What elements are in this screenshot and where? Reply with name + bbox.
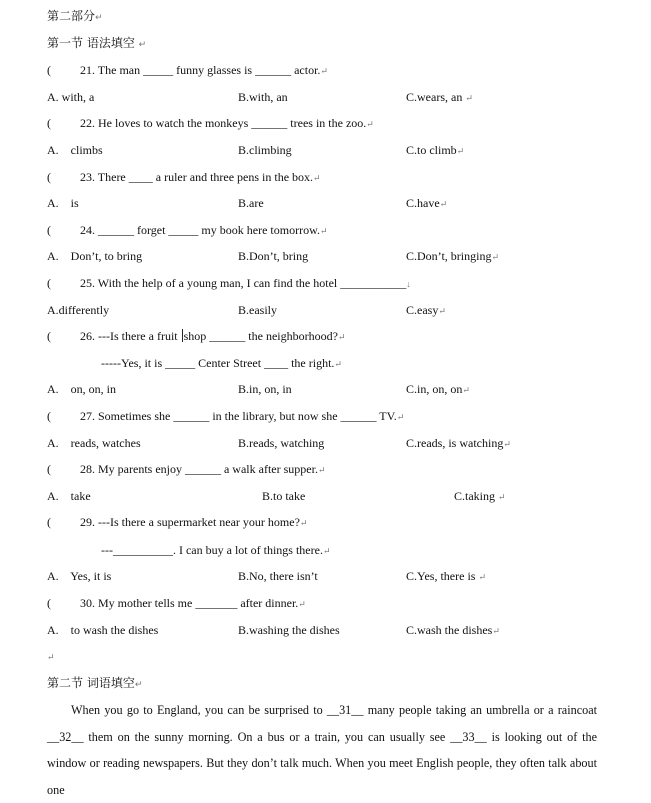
option-c: C.easy↵ [406,303,446,317]
option-c: C.in, on, on↵ [406,382,470,396]
option-b: B.in, on, in [238,382,292,396]
answer-paren: ( [47,409,51,423]
section-2-title: 第二节 词语填空↵ [47,676,143,690]
question-text: 23. There ____ a ruler and three pens in the box.↵ [80,170,321,184]
question-26-response: -----Yes, it is _____ Center Street ____ the right.↵ [101,356,342,370]
answer-paren: ( [47,276,51,290]
answer-paren: ( [47,596,51,610]
option-a: A. take [47,489,91,503]
question-text: 24. ______ forget _____ my book here tomorrow.↵ [80,223,328,237]
option-a: A. to wash the dishes [47,623,159,637]
option-a: A. is [47,196,79,210]
option-c: C.wash the dishes↵ [406,623,500,637]
option-b: B.washing the dishes [238,623,340,637]
option-a: A. on, on, in [47,382,116,396]
option-c: C.to climb↵ [406,143,465,157]
option-c: C.have↵ [406,196,448,210]
option-c: C.Don’t, bringing↵ [406,249,499,263]
question-29-response: ---__________. I can buy a lot of things there.↵ [101,543,331,557]
option-a: A. with, a [47,90,95,104]
question-text: 25. With the help of a young man, I can find the hotel ___________↓ [80,276,411,290]
option-b: B.climbing [238,143,292,157]
answer-paren: ( [47,223,51,237]
question-text: 29. ---Is there a supermarket near your home?↵ [80,515,308,529]
option-c: C.taking ↵ [454,489,506,503]
question-text: 28. My parents enjoy ______ a walk after supper.↵ [80,462,326,476]
answer-paren: ( [47,170,51,184]
option-c: C.wears, an ↵ [406,90,473,104]
option-b: B.No, there isn’t [238,569,318,583]
part-title: 第二部分↵ [47,9,103,23]
empty-paragraph-mark: ↵ [47,652,55,662]
answer-paren: ( [47,116,51,130]
option-b: B.Don’t, bring [238,249,309,263]
answer-paren: ( [47,329,51,343]
answer-paren: ( [47,63,51,77]
answer-paren: ( [47,462,51,476]
option-b: B.easily [238,303,277,317]
option-a: A. reads, watches [47,436,141,450]
question-text: 30. My mother tells me _______ after dinner.↵ [80,596,306,610]
option-b: B.reads, watching [238,436,325,450]
passage: When you go to England, you can be surprised to __31__ many people taking an umbrella or a raincoat __32__ them on the sunny morning. On a bus or a train, you can usually see __33__ is looking out of the window or reading newspapers. But they don’t talk much. When you meet English people, they often talk about one [47,703,597,797]
question-text: 27. Sometimes she ______ in the library, but now she ______ TV.↵ [80,409,405,423]
question-text: 26. ---Is there a fruit shop ______ the neighborhood?↵ [80,329,346,343]
question-text: 21. The man _____ funny glasses is ______ actor.↵ [80,63,328,77]
answer-paren: ( [47,515,51,529]
option-c: C.reads, is watching↵ [406,436,511,450]
section-1-title: 第一节 语法填空 ↵ [47,36,147,50]
option-a: A. Don’t, to bring [47,249,143,263]
question-text: 22. He loves to watch the monkeys ______ trees in the zoo.↵ [80,116,374,130]
option-a: A. Yes, it is [47,569,112,583]
text-cursor [182,329,183,342]
option-b: B.are [238,196,264,210]
option-c: C.Yes, there is ↵ [406,569,486,583]
option-b: B.to take [262,489,306,503]
option-a: A.differently [47,303,110,317]
option-b: B.with, an [238,90,288,104]
option-a: A. climbs [47,143,103,157]
